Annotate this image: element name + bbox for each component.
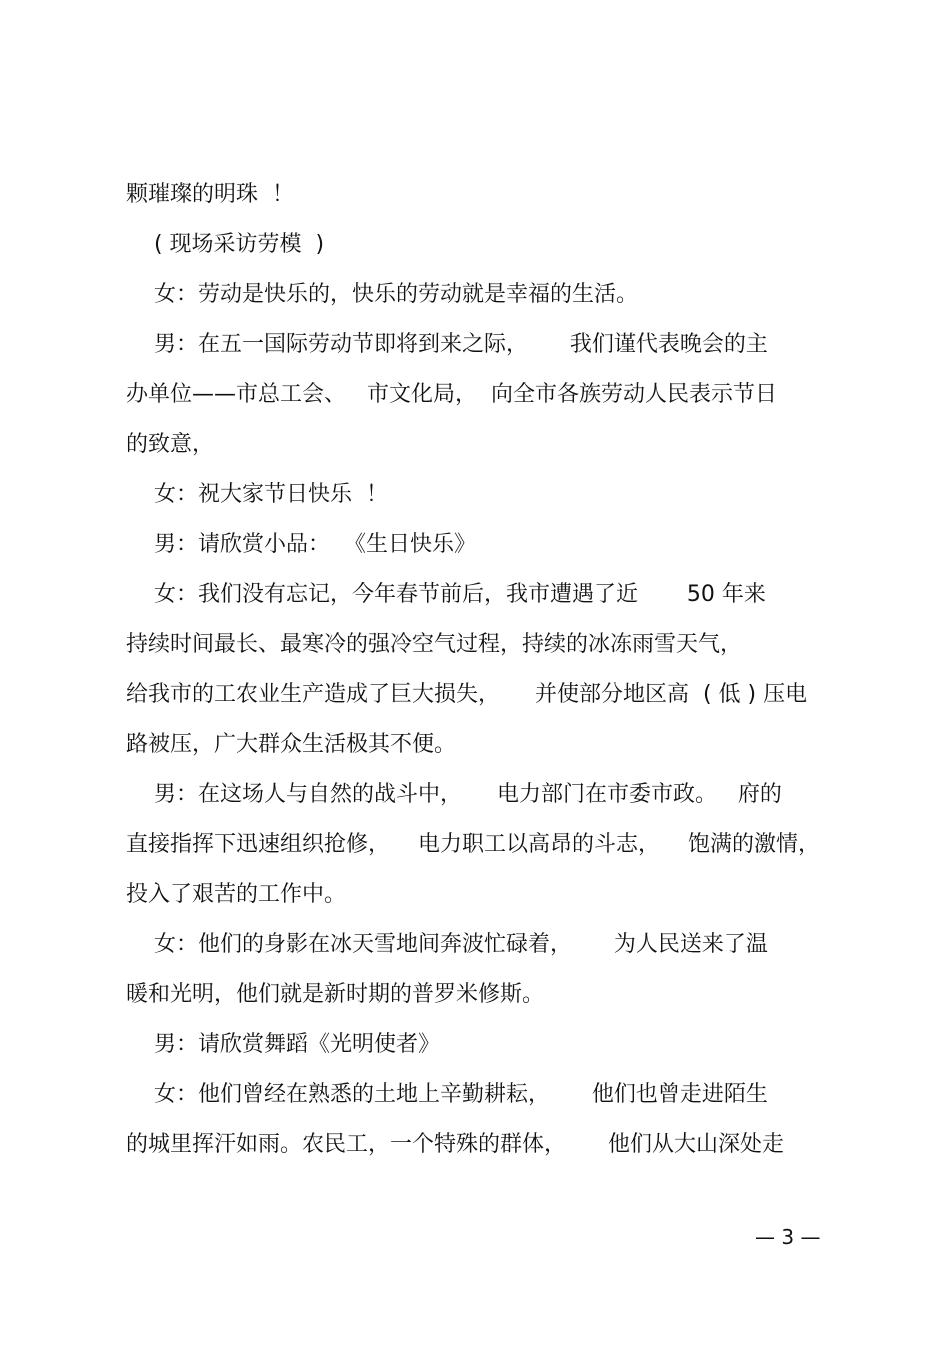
text-line: ( 现场采访劳模 ) — [126, 232, 325, 257]
text-line: 女：劳动是快乐的，快乐的劳动就是幸福的生活。 — [126, 282, 638, 307]
text-line: 的致意， — [126, 432, 215, 457]
text-line: 女：祝大家节日快乐 ！ — [126, 482, 388, 507]
text-line: 的城里挥汗如雨。农民工，一个特殊的群体， 他们从大山深处走 — [126, 1132, 784, 1157]
text-line: 直接指挥下迅速组织抢修， 电力职工以高昂的斗志， 饱满的激情， — [126, 832, 820, 857]
text-line: 女：他们的身影在冰天雪地间奔波忙碌着， 为人民送来了温 — [126, 932, 768, 957]
text-line: 女：他们曾经在熟悉的土地上辛勤耕耘， 他们也曾走进陌生 — [126, 1082, 768, 1107]
text-line: 女：我们没有忘记，今年春节前后，我市遭遇了近 50 年来 — [126, 582, 766, 607]
text-line: 男：请欣赏舞蹈《光明使者》 — [126, 1032, 440, 1057]
text-line: 男：在这场人与自然的战斗中， 电力部门在市委市政。 府的 — [126, 782, 782, 807]
text-line: 颗璀璨的明珠 ！ — [126, 182, 294, 207]
page-number: — 3 — — [755, 1225, 821, 1249]
text-line: 男：在五一国际劳动节即将到来之际， 我们谨代表晚会的主 — [126, 332, 768, 357]
text-line: 暖和光明，他们就是新时期的普罗米修斯。 — [126, 982, 545, 1007]
text-line: 路被压，广大群众生活极其不便。 — [126, 732, 457, 757]
text-line: 男：请欣赏小品： 《生日快乐》 — [126, 532, 476, 557]
text-line: 持续时间最长、最寒冷的强冷空气过程，持续的冰冻雨雪天气， — [126, 632, 743, 657]
text-line: 给我市的工农业生产造成了巨大损失， 并使部分地区高 ( 低 ) 压电 — [126, 682, 808, 707]
text-line: 办单位——市总工会、 市文化局， 向全市各族劳动人民表示节日 — [126, 382, 777, 407]
text-line: 投入了艰苦的工作中。 — [126, 882, 347, 907]
